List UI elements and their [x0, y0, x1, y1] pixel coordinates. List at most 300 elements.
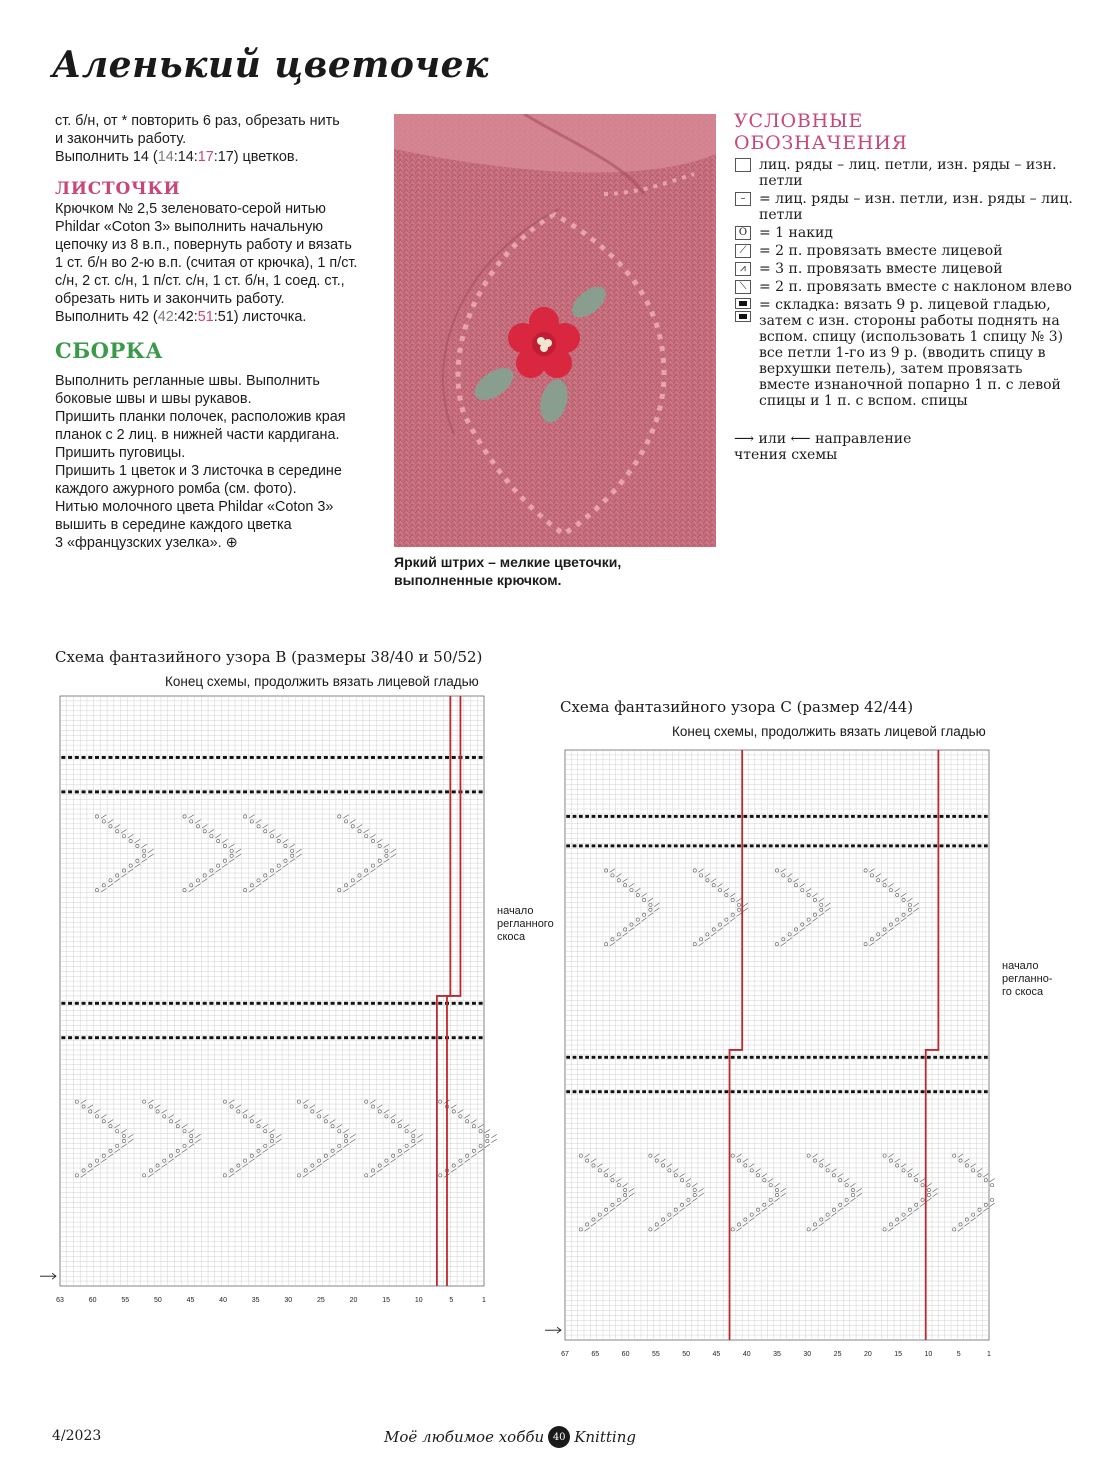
pleat-cell — [743, 1090, 747, 1093]
pleat-cell — [876, 1090, 880, 1093]
pleat-cell — [623, 1056, 627, 1059]
pleat-cell — [737, 1056, 741, 1059]
pleat-cell — [908, 844, 912, 847]
pleat-cell — [838, 1056, 842, 1059]
pleat-cell — [378, 1036, 382, 1039]
pleat-cell — [895, 815, 899, 818]
pleat-cell — [611, 844, 615, 847]
arrow-right-icon: ⟶ — [734, 431, 755, 447]
pleat-cell — [108, 1036, 112, 1039]
pleat-cell — [788, 1056, 792, 1059]
pleat-cell — [743, 844, 747, 847]
pleat-cell — [649, 815, 653, 818]
issue-number: 4/2023 — [52, 1428, 102, 1444]
pleat-cell — [324, 756, 328, 759]
legend-item: ⟍ = 2 п. провязать вместе с наклоном влево — [734, 279, 1074, 295]
pleat-cell — [156, 1036, 160, 1039]
pleat-cell — [129, 790, 133, 793]
pleat-cell — [819, 1090, 823, 1093]
pleat-cell — [807, 1056, 811, 1059]
pleat-cell — [452, 756, 456, 759]
pleat-cell — [756, 1056, 760, 1059]
pleat-cell — [826, 844, 830, 847]
axis-label: 20 — [863, 1351, 872, 1358]
decrease-mark — [491, 1139, 496, 1142]
pleat-cell — [452, 790, 456, 793]
decrease-mark — [485, 1129, 490, 1132]
chart-grid-lines — [60, 696, 484, 1286]
pleat-cell — [371, 790, 375, 793]
pleat-cell — [156, 1002, 160, 1005]
pleat-cell — [661, 1056, 665, 1059]
pleat-cell — [693, 1056, 697, 1059]
pleat-cell — [636, 815, 640, 818]
leaves-count: Выполнить 42 (42:42:51:51) листочка. — [55, 309, 307, 325]
pleat-cell — [236, 1036, 240, 1039]
pleat-cell — [908, 1056, 912, 1059]
pleat-cell — [680, 844, 684, 847]
pleat-cell — [756, 1090, 760, 1093]
pleat-cell — [472, 1002, 476, 1005]
pleat-cell — [895, 1056, 899, 1059]
yarn-over-mark — [486, 1139, 489, 1142]
axis-label: 45 — [186, 1297, 195, 1304]
pleat-cell — [149, 1036, 153, 1039]
pleat-cell — [579, 1090, 583, 1093]
pleat-cell — [762, 844, 766, 847]
pleat-cell — [566, 1056, 570, 1059]
pleat-cell — [61, 1002, 65, 1005]
legend — [734, 110, 1074, 465]
pleat-cell — [687, 815, 691, 818]
pleat-cell — [351, 756, 355, 759]
pleat-cell — [902, 844, 906, 847]
pleat-cell — [364, 1002, 368, 1005]
pleat-cell — [781, 1090, 785, 1093]
pleat-cell — [108, 790, 112, 793]
pleat-cell — [750, 844, 754, 847]
pleat-cell — [731, 844, 735, 847]
pleat-cell — [283, 790, 287, 793]
pleat-cell — [933, 1056, 937, 1059]
pleat-cell — [623, 844, 627, 847]
pleat-cell — [864, 1090, 868, 1093]
pleat-cell — [432, 790, 436, 793]
legend-item: O = 1 накид — [734, 225, 1074, 241]
pleat-cell — [364, 756, 368, 759]
pleat-cell — [699, 1056, 703, 1059]
pleat-cell — [762, 1056, 766, 1059]
pleat-cell — [108, 756, 112, 759]
pleat-cell — [142, 790, 146, 793]
pleat-cell — [585, 1056, 589, 1059]
yarn-over-icon: O — [735, 226, 751, 240]
pleat-cell — [196, 1036, 200, 1039]
pleat-cell — [331, 790, 335, 793]
pleat-cell — [438, 790, 442, 793]
pleat-cell — [290, 1002, 294, 1005]
pleat-cell — [236, 756, 240, 759]
pleat-cell — [946, 1056, 950, 1059]
pleat-cell — [317, 790, 321, 793]
pleat-cell — [585, 815, 589, 818]
pleat-cell — [82, 756, 86, 759]
end-mark-icon: ⊕ — [225, 535, 238, 551]
pleat-cell — [959, 844, 963, 847]
pleat-cell — [775, 815, 779, 818]
pleat-cell — [122, 1036, 126, 1039]
pleat-cell — [946, 1090, 950, 1093]
axis-label: 25 — [833, 1351, 842, 1358]
pleat-cell — [617, 1090, 621, 1093]
pleat-cell — [304, 1036, 308, 1039]
pleat-cell — [845, 1056, 849, 1059]
pleat-cell — [781, 1056, 785, 1059]
pleat-cell — [142, 1002, 146, 1005]
pleat-cell — [331, 1002, 335, 1005]
ssk-icon: ⟍ — [735, 280, 751, 294]
pleat-cell — [838, 815, 842, 818]
pleat-cell — [693, 844, 697, 847]
pleat-cell — [357, 1036, 361, 1039]
row-arrow-icon — [40, 1273, 56, 1279]
pleat-cell — [693, 1090, 697, 1093]
chart-c-title: Схема фантазийного узора C (размер 42/44) — [560, 698, 914, 716]
pleat-cell — [851, 844, 855, 847]
pleat-cell — [940, 844, 944, 847]
pleat-cell — [984, 844, 988, 847]
pleat-cell — [781, 844, 785, 847]
pleat-cell — [149, 790, 153, 793]
pleat-cell — [162, 756, 166, 759]
assembly-line: Нитью молочного цвета Phildar «Coton 3» — [55, 499, 334, 515]
legend-item: лиц. ряды – лиц. петли, изн. ряды – изн. петли — [734, 157, 1074, 189]
pleat-cell — [921, 1090, 925, 1093]
axis-label: 45 — [712, 1351, 721, 1358]
pleat-cell — [479, 756, 483, 759]
pleat-cell — [405, 1002, 409, 1005]
axis-label: 10 — [924, 1351, 933, 1358]
pleat-cell — [169, 790, 173, 793]
pleat-cell — [384, 1002, 388, 1005]
pleat-cell — [611, 1056, 615, 1059]
pleat-cell — [75, 756, 79, 759]
pleat-cell — [737, 1090, 741, 1093]
pleat-cell — [398, 756, 402, 759]
pleat-cell — [813, 815, 817, 818]
pleat-cell — [304, 1002, 308, 1005]
pleat-cell — [230, 756, 234, 759]
pleat-cell — [566, 1090, 570, 1093]
pleat-cell — [826, 815, 830, 818]
pleat-cell — [914, 1056, 918, 1059]
pleat-cell — [270, 1002, 274, 1005]
pleat-cell — [838, 1090, 842, 1093]
pleat-cell — [236, 1002, 240, 1005]
pleat-cell — [668, 844, 672, 847]
pleat-cell — [337, 790, 341, 793]
pleat-cell — [655, 815, 659, 818]
pleat-cell — [573, 815, 577, 818]
pleat-cell — [769, 844, 773, 847]
pleat-cell — [769, 1056, 773, 1059]
pleat-cell — [636, 844, 640, 847]
pleat-cell — [115, 790, 119, 793]
pleat-cell — [680, 1056, 684, 1059]
pleat-cell — [807, 815, 811, 818]
pleat-cell — [371, 1036, 375, 1039]
pleat-cell — [277, 1002, 281, 1005]
axis-label: 40 — [219, 1297, 227, 1304]
pleat-cell — [940, 815, 944, 818]
pleat-cell — [277, 756, 281, 759]
pleat-cell — [750, 1090, 754, 1093]
pleat-cell — [889, 844, 893, 847]
pleat-cell — [88, 1002, 92, 1005]
pleat-cell — [940, 1090, 944, 1093]
pleat-cell — [405, 790, 409, 793]
axis-label: 50 — [682, 1351, 691, 1358]
pleat-cell — [216, 1002, 220, 1005]
pleat-cell — [331, 756, 335, 759]
pleat-cell — [731, 1056, 735, 1059]
pleat-cell — [819, 1056, 823, 1059]
pleat-cell — [257, 1036, 261, 1039]
pleat-cell — [384, 790, 388, 793]
pleat-cell — [851, 815, 855, 818]
pleat-cell — [297, 1002, 301, 1005]
pleat-cell — [189, 1002, 193, 1005]
pleat-cell — [310, 790, 314, 793]
pleat-cell — [630, 815, 634, 818]
pleat-cell — [788, 1090, 792, 1093]
pleat-cell — [277, 790, 281, 793]
pleat-cell — [169, 756, 173, 759]
pleat-cell — [243, 790, 247, 793]
pleat-cell — [310, 756, 314, 759]
pleat-cell — [592, 1056, 596, 1059]
pleat-cell — [592, 844, 596, 847]
pleat-cell — [617, 815, 621, 818]
pleat-cell — [337, 1002, 341, 1005]
pleat-cell — [270, 1036, 274, 1039]
pleat-cell — [351, 1036, 355, 1039]
pleat-cell — [317, 1036, 321, 1039]
legend-item: – = лиц. ряды – изн. петли, изн. ряды – лиц. петли — [734, 191, 1074, 223]
pleat-cell — [927, 815, 931, 818]
pleat-cell — [364, 1036, 368, 1039]
pleat-cell — [788, 844, 792, 847]
pleat-cell — [452, 1036, 456, 1039]
pleat-cell — [297, 790, 301, 793]
pleat-cell — [418, 790, 422, 793]
pleat-cell — [927, 1056, 931, 1059]
pleat-cell — [82, 1002, 86, 1005]
decrease-mark — [491, 1134, 496, 1137]
pleat-cell — [75, 790, 79, 793]
pleat-cell — [290, 1036, 294, 1039]
pleat-cell — [769, 815, 773, 818]
pleat-cell — [283, 756, 287, 759]
pleat-cell — [425, 790, 429, 793]
axis-label: 55 — [121, 1297, 130, 1304]
pleat-cell — [598, 844, 602, 847]
chart-c-end-note: Конец схемы, продолжить вязать лицевой гладью — [672, 724, 986, 739]
pleat-cell — [946, 844, 950, 847]
pleat-cell — [203, 1036, 207, 1039]
legend-title: УСЛОВНЫЕ ОБОЗНАЧЕНИЯ — [734, 110, 908, 154]
pleat-cell — [712, 1056, 716, 1059]
pleat-cell — [297, 756, 301, 759]
pleat-cell — [465, 1036, 469, 1039]
pleat-cell — [800, 1056, 804, 1059]
pleat-cell — [845, 1090, 849, 1093]
pleat-cell — [573, 1056, 577, 1059]
pleat-cell — [182, 790, 186, 793]
pleat-cell — [378, 756, 382, 759]
pleat-cell — [933, 815, 937, 818]
pleat-cell — [737, 844, 741, 847]
pleat-cell — [270, 756, 274, 759]
pleat-cell — [756, 815, 760, 818]
pleat-cell — [75, 1036, 79, 1039]
pleat-cell — [176, 1002, 180, 1005]
pleat-cell — [769, 1090, 773, 1093]
pleat-cell — [965, 815, 969, 818]
pleat-cell — [914, 844, 918, 847]
pleat-cell — [826, 1090, 830, 1093]
pleat-cell — [270, 790, 274, 793]
axis-label: 1 — [482, 1297, 486, 1304]
axis-label: 65 — [591, 1351, 600, 1358]
pleat-cell — [807, 1090, 811, 1093]
pleat-cell — [870, 815, 874, 818]
pleat-cell — [705, 1090, 709, 1093]
pleat-cell — [731, 1090, 735, 1093]
pleat-cell — [611, 815, 615, 818]
pleat-cell — [88, 756, 92, 759]
axis-label: 40 — [742, 1351, 751, 1358]
pleat-cell — [230, 1036, 234, 1039]
pleat-cell — [781, 815, 785, 818]
leaves-heading: ЛИСТОЧКИ — [55, 179, 181, 199]
pleat-cell — [391, 790, 395, 793]
pleat-cell — [693, 815, 697, 818]
pleat-cell — [135, 1036, 139, 1039]
axis-label: 30 — [803, 1351, 812, 1358]
pleat-cell — [472, 790, 476, 793]
pleat-cell — [398, 1036, 402, 1039]
pleat-cell — [630, 1090, 634, 1093]
pleat-cell — [978, 1090, 982, 1093]
pleat-cell — [718, 815, 722, 818]
pleat-cell — [838, 844, 842, 847]
pleat-cell — [337, 756, 341, 759]
pleat-cell — [674, 815, 678, 818]
pleat-cell — [750, 815, 754, 818]
pleat-cell — [203, 756, 207, 759]
pleat-cell — [216, 790, 220, 793]
pleat-cell — [724, 815, 728, 818]
axis-label: 67 — [561, 1351, 569, 1358]
pleat-cell — [705, 815, 709, 818]
pleat-cell — [655, 1090, 659, 1093]
pleat-cell — [223, 1002, 227, 1005]
axis-label: 35 — [251, 1297, 260, 1304]
leaves-line: обрезать нить и закончить работу. — [55, 291, 285, 307]
footer-magazine: Моё любимое хобби 40 Knitting — [384, 1428, 636, 1446]
pleat-cell — [655, 1056, 659, 1059]
pleat-cell — [425, 1036, 429, 1039]
pleat-cell — [398, 790, 402, 793]
pleat-cell — [169, 1036, 173, 1039]
pleat-cell — [965, 844, 969, 847]
pleat-cell — [156, 790, 160, 793]
axis-label: 5 — [956, 1351, 961, 1358]
pleat-cell — [263, 1002, 267, 1005]
pleat-cell — [857, 1056, 861, 1059]
pleat-cell — [718, 1056, 722, 1059]
pleat-cell — [149, 756, 153, 759]
pleat-cell — [458, 1002, 462, 1005]
pleat-cell — [794, 1056, 798, 1059]
pleat-cell — [458, 1036, 462, 1039]
pleat-cell — [959, 1056, 963, 1059]
pleat-cell — [82, 790, 86, 793]
pleat-cell — [927, 1090, 931, 1093]
pleat-cell — [674, 1056, 678, 1059]
pleat-cell — [604, 844, 608, 847]
pleat-cell — [445, 790, 449, 793]
pleat-cell — [142, 1036, 146, 1039]
pleat-cell — [984, 1056, 988, 1059]
pleat-cell — [819, 844, 823, 847]
pleat-cell — [95, 790, 99, 793]
pleat-cell — [324, 1036, 328, 1039]
pleat-cell — [642, 1056, 646, 1059]
pleat-cell — [378, 790, 382, 793]
pleat-cell — [965, 1056, 969, 1059]
pleat-cell — [304, 756, 308, 759]
pleat-cell — [310, 1002, 314, 1005]
pleat-cell — [432, 1036, 436, 1039]
pleat-cell — [391, 1036, 395, 1039]
pleat-cell — [344, 756, 348, 759]
pleat-cell — [718, 1090, 722, 1093]
yarn-over-mark — [991, 1198, 994, 1201]
pleat-cell — [223, 756, 227, 759]
pleat-cell — [636, 1090, 640, 1093]
pleat-cell — [604, 1090, 608, 1093]
pleat-cell — [851, 1056, 855, 1059]
pleat-cell — [883, 844, 887, 847]
pleat-cell — [668, 1056, 672, 1059]
pleat-cell — [921, 1056, 925, 1059]
pleat-cell — [479, 790, 483, 793]
pleat-cell — [687, 1056, 691, 1059]
chart-b-side-note: начало регланного скоса — [497, 905, 554, 943]
intro-line: и закончить работу. — [55, 131, 187, 147]
pleat-cell — [135, 790, 139, 793]
pleat-cell — [952, 1090, 956, 1093]
leaves-line: 1 ст. б/н во 2-ю в.п. (считая от крючка), 1 п/ст. — [55, 255, 358, 271]
pleat-cell — [95, 1036, 99, 1039]
pleat-cell — [573, 844, 577, 847]
pleat-cell — [661, 1090, 665, 1093]
pleat-cell — [371, 1002, 375, 1005]
pleat-cell — [68, 756, 72, 759]
pleat-cell — [176, 790, 180, 793]
